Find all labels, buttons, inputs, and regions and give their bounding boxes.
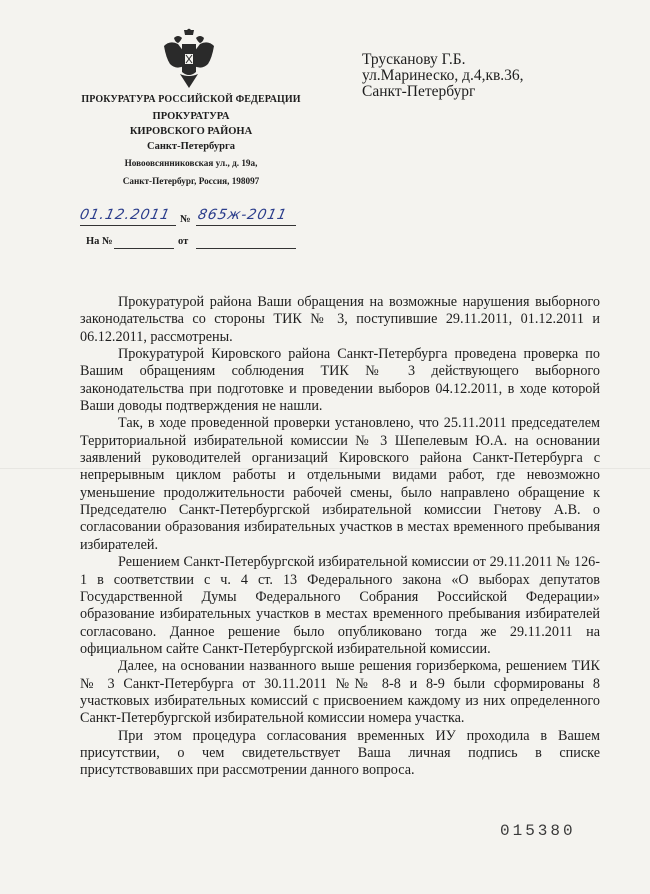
paragraph: Решением Санкт-Петербургской избирательной комиссии от 29.11.2011 № 126-1 в соответствии с ч. 4 ст. 13 Федерального закона «О выборах депутатов Государственной Думы Федерального Собрания Российской Федерации» образование избирательных участков в местах временного пребывания избирателей согласовано. Данное решение было опубликовано тогда же 29.11.2011 на официальном сайте Санкт-Петербургской избирательной комиссии. [80, 554, 600, 657]
org-address-line-2: Санкт-Петербург, Россия, 198097 [122, 176, 260, 186]
ot-label: от [178, 236, 189, 247]
paragraph: Прокуратурой района Ваши обращения на возможные нарушения выборного законодательства со стороны ТИК № 3, поступившие 29.11.2011, 01.12.2011 и 06.12.2011, рассмотрены. [80, 294, 600, 345]
paragraph: Прокуратурой Кировского района Санкт-Петербурга проведена проверка по Вашим обращениям соблюдения ТИК № 3 действующего выборного законодательства при подготовке и проведении выборов 04.12.2011, в ходе которой Ваши доводы подтверждения не нашли. [80, 346, 600, 415]
na-number-label: На № [86, 236, 113, 247]
handwritten-date: 01.12.2011 [78, 207, 172, 223]
org-line-1: ПРОКУРАТУРА РОССИЙСКОЙ ФЕДЕРАЦИИ [81, 94, 301, 105]
org-line-4: Санкт-Петербурга [146, 141, 236, 152]
paragraph: Так, в ходе проведенной проверки установлено, что 25.11.2011 председателем Территориальной избирательной комиссии № 3 Шепелевым Ю.А. на основании заявлений руководителей организаций Кировского района Санкт-Петербурга с непрерывным циклом работы и отдельными видами работ, где невозможно уменьшение продолжительности рабочей смены, было направлено обращение к Председателю Санкт-Петербургской избирательной комиссии Гнетову А.В. о согласовании образования избирательных участков в местах временного пребывания избирателей. [80, 415, 600, 553]
recipient-city: Санкт-Петербург [362, 83, 476, 100]
date-underline [80, 225, 176, 226]
org-line-2: ПРОКУРАТУРА [152, 111, 230, 122]
org-line-3: КИРОВСКОГО РАЙОНА [129, 126, 253, 137]
recipient-block [362, 52, 524, 100]
number-underline [196, 225, 296, 226]
recipient-name: Трусканову Г.Б. [362, 51, 466, 68]
paragraph: При этом процедура согласования временных ИУ проходила в Вашем присутствии, о чем свидетельствует Ваша личная подпись в списке присутствовавших при рассмотрении данного вопроса. [80, 727, 600, 779]
org-address-line-1: Новоовсянниковская ул., д. 19а, [124, 158, 258, 168]
paragraph: Далее, на основании названного выше решения горизберкома, решением ТИК № 3 Санкт-Петербурга от 30.11.2011 №№ 8-8 и 8-9 были сформированы 8 участковых избирательных комиссий с присвоением каждому из них определенного Санкт-Петербургской избирательной комиссии номера участка. [80, 658, 600, 727]
letter-body [80, 294, 600, 780]
serial-number-stamp: 015380 [500, 822, 576, 840]
sender-organization [60, 92, 322, 189]
double-headed-eagle-icon [160, 28, 218, 92]
number-label: № [180, 214, 191, 225]
na-number-underline [114, 248, 174, 249]
handwritten-number: 865ж-2011 [196, 207, 289, 223]
ot-underline [196, 248, 296, 249]
recipient-street: ул.Маринеско, д.4,кв.36, [362, 67, 524, 84]
